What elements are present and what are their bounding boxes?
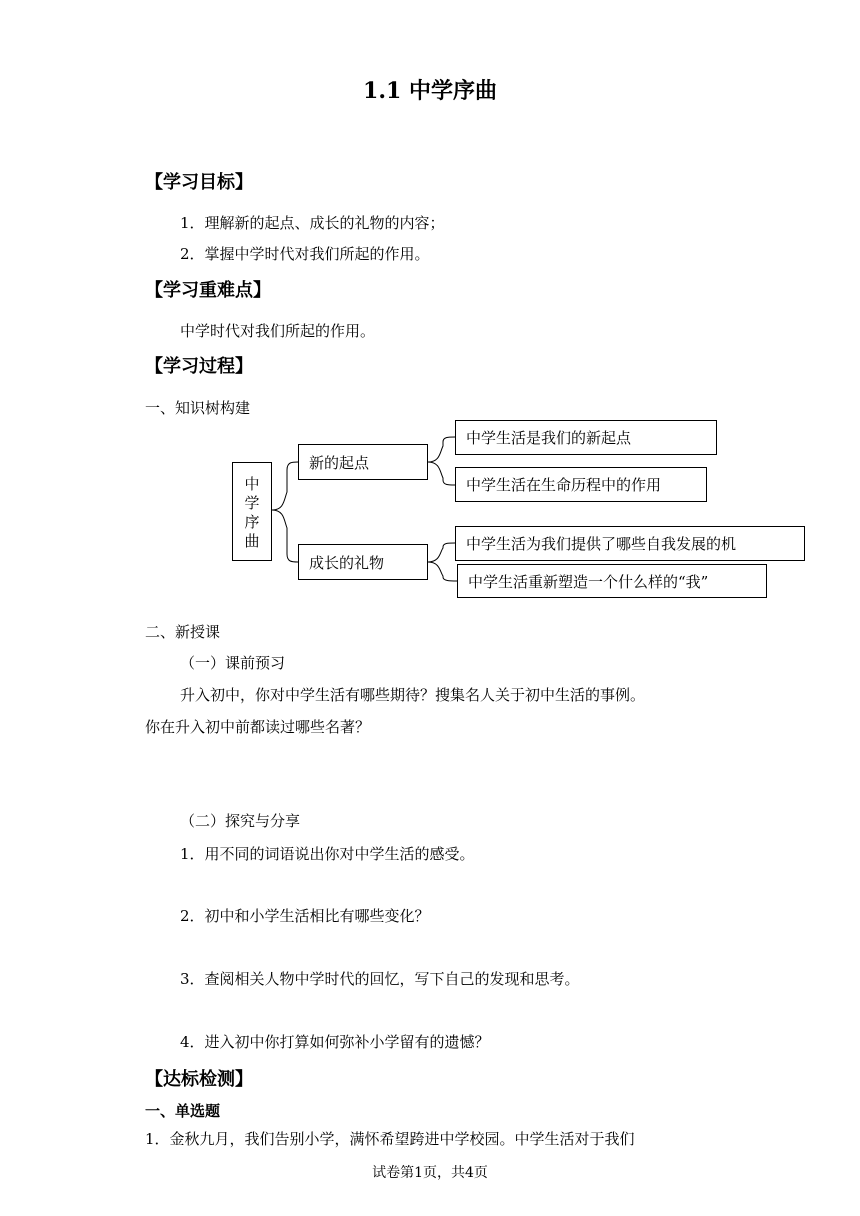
tree-leaf-label: 中学生活为我们提供了哪些自我发展的机 <box>466 535 737 553</box>
goal-item: 1．理解新的起点、成长的礼物的内容； <box>180 214 445 232</box>
tree-branch-new-start <box>298 444 428 480</box>
goal-item: 2．掌握中学时代对我们所起的作用。 <box>180 245 430 263</box>
tree-leaf <box>455 526 805 561</box>
key-points-heading: 【学习重难点】 <box>145 280 271 301</box>
tree-branch-label: 新的起点 <box>309 453 370 472</box>
tree-branch-growth-gift <box>298 544 428 580</box>
tree-branch-label: 成长的礼物 <box>309 553 385 572</box>
test-heading: 【达标检测】 <box>145 1069 253 1090</box>
page-footer: 试卷第1页，共4页 <box>372 1165 488 1181</box>
explore-item: 4．进入初中你打算如何弥补小学留有的遗憾？ <box>180 1033 490 1051</box>
tree-root-label: 中学序曲 <box>244 475 260 550</box>
explore-item: 1．用不同的词语说出你对中学生活的感受。 <box>180 845 475 863</box>
explore-item: 3．查阅相关人物中学时代的回忆，写下自己的发现和思考。 <box>180 970 580 988</box>
process-heading: 【学习过程】 <box>145 356 253 377</box>
tree-leaf-label: 中学生活在生命历程中的作用 <box>466 476 662 494</box>
question-1: 1．金秋九月，我们告别小学，满怀希望跨进中学校园。中学生活对于我们 <box>145 1130 635 1148</box>
key-points-text: 中学时代对我们所起的作用。 <box>180 322 376 340</box>
explore-item: 2．初中和小学生活相比有哪些变化？ <box>180 907 430 925</box>
preview-line: 升入初中，你对中学生活有哪些期待？搜集名人关于初中生活的事例。 <box>180 686 646 704</box>
page-title: 1.1 中学序曲 <box>363 78 497 104</box>
explore-title: （二）探究与分享 <box>180 812 301 830</box>
tree-leaf <box>457 564 767 598</box>
preview-title: （一）课前预习 <box>180 654 286 672</box>
single-choice-heading: 一、单选题 <box>145 1102 221 1120</box>
tree-leaf <box>455 420 717 455</box>
knowledge-tree-title: 一、知识树构建 <box>145 399 251 417</box>
goals-heading: 【学习目标】 <box>145 172 253 193</box>
tree-leaf <box>455 467 707 502</box>
tree-leaf-label: 中学生活重新塑造一个什么样的“我” <box>468 572 709 591</box>
preview-line: 你在升入初中前都读过哪些名著？ <box>145 718 371 736</box>
new-lesson-title: 二、新授课 <box>145 623 221 641</box>
tree-root-node <box>232 462 272 561</box>
tree-leaf-label: 中学生活是我们的新起点 <box>466 429 632 447</box>
